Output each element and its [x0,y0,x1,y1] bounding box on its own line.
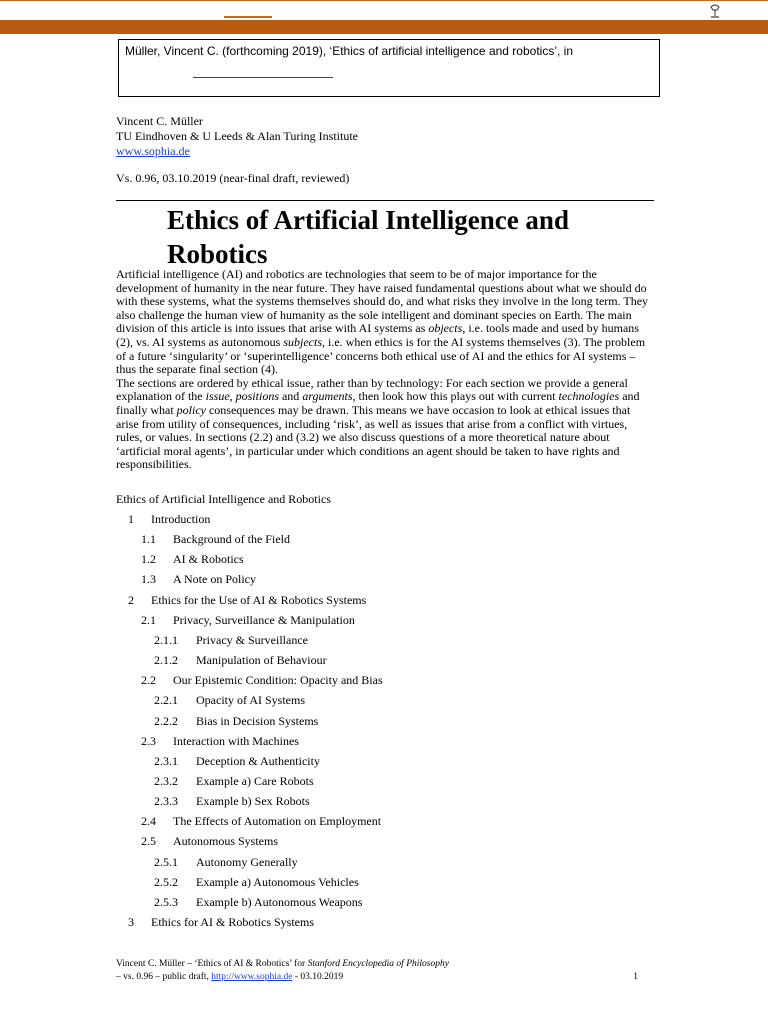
toc-entry-label: Opacity of AI Systems [196,693,305,708]
toc-entry-number: 2.3 [141,733,156,748]
toc-entry[interactable] [116,915,656,931]
toc-entry-label: Autonomous Systems [173,834,279,849]
toc-entry-number: 3 [128,915,134,929]
citation-text: Müller, Vincent C. (forthcoming 2019), ‘Ethics of artificial intelligence and robotics’, in [125,44,573,58]
toc-entry-label: Example b) Sex Robots [196,794,310,809]
toc-entry[interactable] [116,552,656,568]
toc-entry-number: 2.4 [141,814,156,829]
citation-box [118,39,660,97]
toc-entry-label: Autonomy Generally [196,854,298,869]
toc-entry-number: 2.3.2 [154,773,178,788]
toc-entry-label: Example a) Care Robots [196,773,314,788]
footer-line-1: Vincent C. Müller – ‘Ethics of AI & Robotics’ for Stanford Encyclopedia of Philosophy [116,959,449,969]
toc-entry-label: Introduction [151,512,211,526]
toc-entry-number: 1.1 [141,532,156,547]
toc-entry-label: Privacy, Surveillance & Manipulation [173,612,355,627]
toc-entry-number: 2.5.3 [154,894,178,909]
toc-entry-number: 1.3 [141,572,156,587]
toc-entry[interactable] [116,834,656,850]
toc-entry-label: A Note on Policy [173,572,256,587]
version-line: Vs. 0.96, 03.10.2019 (near-final draft, reviewed) [116,171,350,185]
toc-entry[interactable] [116,512,656,528]
toc-entry-number: 1.2 [141,552,156,567]
top-toolbar [0,0,768,21]
page-number: 1 [633,972,638,982]
toc-entry-number: 2.1.2 [154,653,178,668]
toc-entry[interactable] [116,633,656,649]
toc-entry-label: Manipulation of Behaviour [196,653,327,668]
toc-entry-number: 2.1 [141,612,156,627]
toc-entry[interactable] [116,754,656,770]
toc-entry-label: Ethics for AI & Robotics Systems [151,915,314,929]
author-name: Vincent C. Müller [116,114,203,128]
toc-entry-label: Ethics for the Use of AI & Robotics Systems [151,592,367,607]
lamp-icon[interactable] [708,3,722,19]
toc-entry-label: Background of the Field [173,532,290,547]
toc-entry[interactable] [116,693,656,709]
toc-entry[interactable] [116,794,656,810]
toc-entry-number: 2.2.2 [154,713,178,728]
toc-entry[interactable] [116,532,656,548]
header-color-bar [0,20,768,34]
toc-entry-label: AI & Robotics [173,552,244,567]
toc-heading: Ethics of Artificial Intelligence and Robotics [116,492,331,506]
toc-entry[interactable] [116,593,656,609]
title-divider [116,200,654,201]
toc-entry-number: 2.2.1 [154,693,178,708]
page-footer [116,958,656,984]
toc-entry[interactable] [116,774,656,790]
toc-entry[interactable] [116,613,656,629]
author-affiliation: TU Eindhoven & U Leeds & Alan Turing Institute [116,129,358,143]
toc-entry[interactable] [116,734,656,750]
footer-link[interactable]: http://www.sophia.de [211,972,293,982]
toc-entry[interactable] [116,875,656,891]
author-block [116,114,358,159]
toc-entry-label: Example a) Autonomous Vehicles [196,874,359,889]
toc-entry-label: Interaction with Machines [173,733,299,748]
toc-entry-label: Bias in Decision Systems [196,713,319,728]
toc-entry-number: 2.2 [141,673,156,688]
toc-entry-number: 2.3.3 [154,794,178,809]
page-title: Ethics of Artificial Intelligence and Robotics [167,205,569,269]
toc-entry-label: Our Epistemic Condition: Opacity and Bias [173,673,383,688]
toc-entry-number: 2.3.1 [154,753,178,768]
toc-entry-number: 1 [128,512,134,526]
footer-line-2: – vs. 0.96 – public draft, http://www.sophia.de - 03.10.2019 [116,972,344,982]
toolbar-accent-line [224,16,272,18]
toc-entry-number: 2.1.1 [154,632,178,647]
toc-entry-label: Deception & Authenticity [196,753,320,768]
citation-link-underline[interactable] [193,77,333,78]
toc-entry[interactable] [116,673,656,689]
abstract-paragraph-2: The sections are ordered by ethical issue, rather than by technology: For each section we provide a general explanation of the issue, positions and arguments, then look how this plays out with current technologies and finally what policy consequences may be drawn. This means we have occasion to look at ethical issues that arise from utility of consequences, including ‘risk’, as well as issues that arise from a conflict with virtues, rules, or values. In sections (2.2) and (3.2) we also discuss questions of a more theoretical nature about ‘artificial moral agents’, in particular under which conditions an agent should be taken to have rights and responsibilities. [116,375,640,472]
toc-entry[interactable] [116,895,656,911]
toc-entry-label: Example b) Autonomous Weapons [196,894,363,909]
toc-entry-number: 2.5.1 [154,854,178,869]
toc-entry[interactable] [116,855,656,871]
toc-entry[interactable] [116,814,656,830]
toc-entry[interactable] [116,653,656,669]
toc-entry-label: Privacy & Surveillance [196,632,308,647]
abstract [116,268,652,472]
toc-entry-number: 2.5.2 [154,874,178,889]
toc-entry[interactable] [116,572,656,588]
toc-entry[interactable] [116,714,656,730]
abstract-paragraph-1: Artificial intelligence (AI) and robotics are technologies that seem to be of major importance for the development of humanity in the near future. They have raised fundamental questions about what we should do with these systems, what the systems themselves should do, and what risks they involve in the long term. They also challenge the human view of humanity as the sole intelligent and dominant species on Earth. The main division of this article is into issues that arise with AI systems as objects, i.e. tools made and used by humans (2), vs. AI systems as autonomous subjects, i.e. when ethics is for the AI systems themselves (3). The problem of a future ‘singularity’ or ‘superintelligence’ concerns both ethical use of AI and the ethics for AI systems – thus the separate final section (4). [116,267,649,377]
toc-entry-number: 2 [128,592,134,607]
author-website-link[interactable]: www.sophia.de [116,144,190,158]
toc-entry-label: The Effects of Automation on Employment [173,814,382,829]
toc-entry-number: 2.5 [141,834,156,849]
